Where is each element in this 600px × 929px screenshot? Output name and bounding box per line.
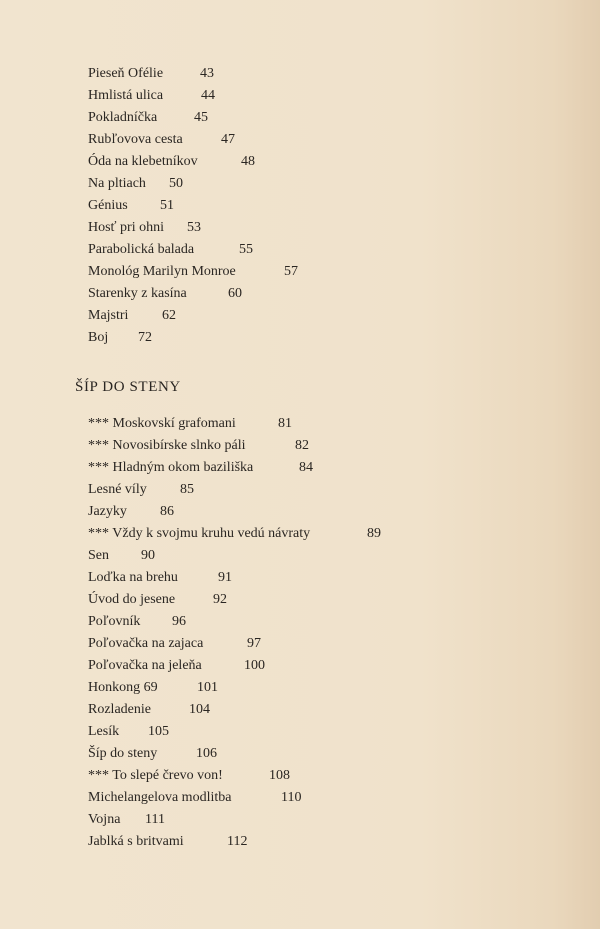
toc-page-number: 106 [196,746,217,761]
toc-page-number: 53 [187,220,201,235]
toc-page-number: 45 [194,110,208,125]
toc-page-number: 96 [172,614,186,629]
toc-title: Hosť pri ohni [88,220,164,235]
toc-title: Rubľovova cesta [88,132,183,147]
toc-title: Michelangelova modlitba [88,790,232,805]
toc-title: Majstri [88,308,129,323]
toc-title: *** To slepé črevo von! [88,768,223,783]
toc-title: Pokladníčka [88,110,158,125]
toc-page-number: 108 [269,768,290,783]
toc-title: *** Moskovskí grafomani [88,416,236,431]
toc-page-number: 112 [227,834,248,849]
toc-page-number: 72 [138,330,152,345]
toc-title: Rozladenie [88,702,151,717]
toc-page-number: 55 [239,242,253,257]
toc-page-number: 44 [201,88,215,103]
toc-title: Lesík [88,724,120,739]
toc-page-number: 84 [299,460,313,475]
toc-title: Sen [88,548,109,563]
toc-page-number: 92 [213,592,227,607]
toc-page-number: 101 [197,680,218,695]
toc-title: Šíp do steny [88,746,158,761]
toc-title: Monológ Marilyn Monroe [88,264,236,279]
toc-title: Parabolická balada [88,242,195,257]
toc-title: Lesné víly [88,482,147,497]
toc-title: Úvod do jesene [88,592,176,607]
toc-page-number: 43 [200,66,214,81]
toc-page-number: 50 [169,176,183,191]
toc-page-number: 89 [367,526,381,541]
toc-title: Vojna [88,812,121,827]
toc-title: Poľovačka na zajaca [88,636,204,651]
toc-title: Poľovník [88,614,141,629]
toc-title: Poľovačka na jeleňa [88,658,202,673]
toc-page-number: 82 [295,438,309,453]
toc-page-number: 57 [284,264,298,279]
toc-page-number: 81 [278,416,292,431]
toc-title: Jablká s britvami [88,834,184,849]
toc-title: Hmlistá ulica [88,88,164,103]
toc-page-number: 47 [221,132,235,147]
toc-page-number: 90 [141,548,155,563]
toc-page-number: 111 [145,812,165,827]
toc-title: *** Vždy k svojmu kruhu vedú návraty [88,526,311,541]
toc-page-number: 104 [189,702,210,717]
toc-page-number: 105 [148,724,169,739]
toc-title: Loďka na brehu [88,570,178,585]
toc-page-number: 62 [162,308,176,323]
toc-title: Jazyky [88,504,127,519]
toc-title: Óda na klebetníkov [88,154,198,169]
toc-page-number: 51 [160,198,174,213]
toc-title: Na pltiach [88,176,146,191]
toc-title: *** Hladným okom baziliška [88,460,254,475]
toc-page-number: 60 [228,286,242,301]
toc-page-number: 100 [244,658,265,673]
toc-title: Boj [88,330,109,345]
toc-page-number: 48 [241,154,255,169]
section-heading: ŠÍP DO STENY [75,379,181,395]
toc-page-number: 85 [180,482,194,497]
toc-title: *** Novosibírske slnko páli [88,438,246,453]
toc-page-number: 97 [247,636,261,651]
toc-title: Honkong 69 [88,680,158,695]
toc-title: Starenky z kasína [88,286,187,301]
toc-page-number: 86 [160,504,174,519]
toc-page-number: 91 [218,570,232,585]
toc-page-number: 110 [281,790,302,805]
toc-title: Génius [88,198,128,213]
toc-title: Pieseň Ofélie [88,66,164,81]
